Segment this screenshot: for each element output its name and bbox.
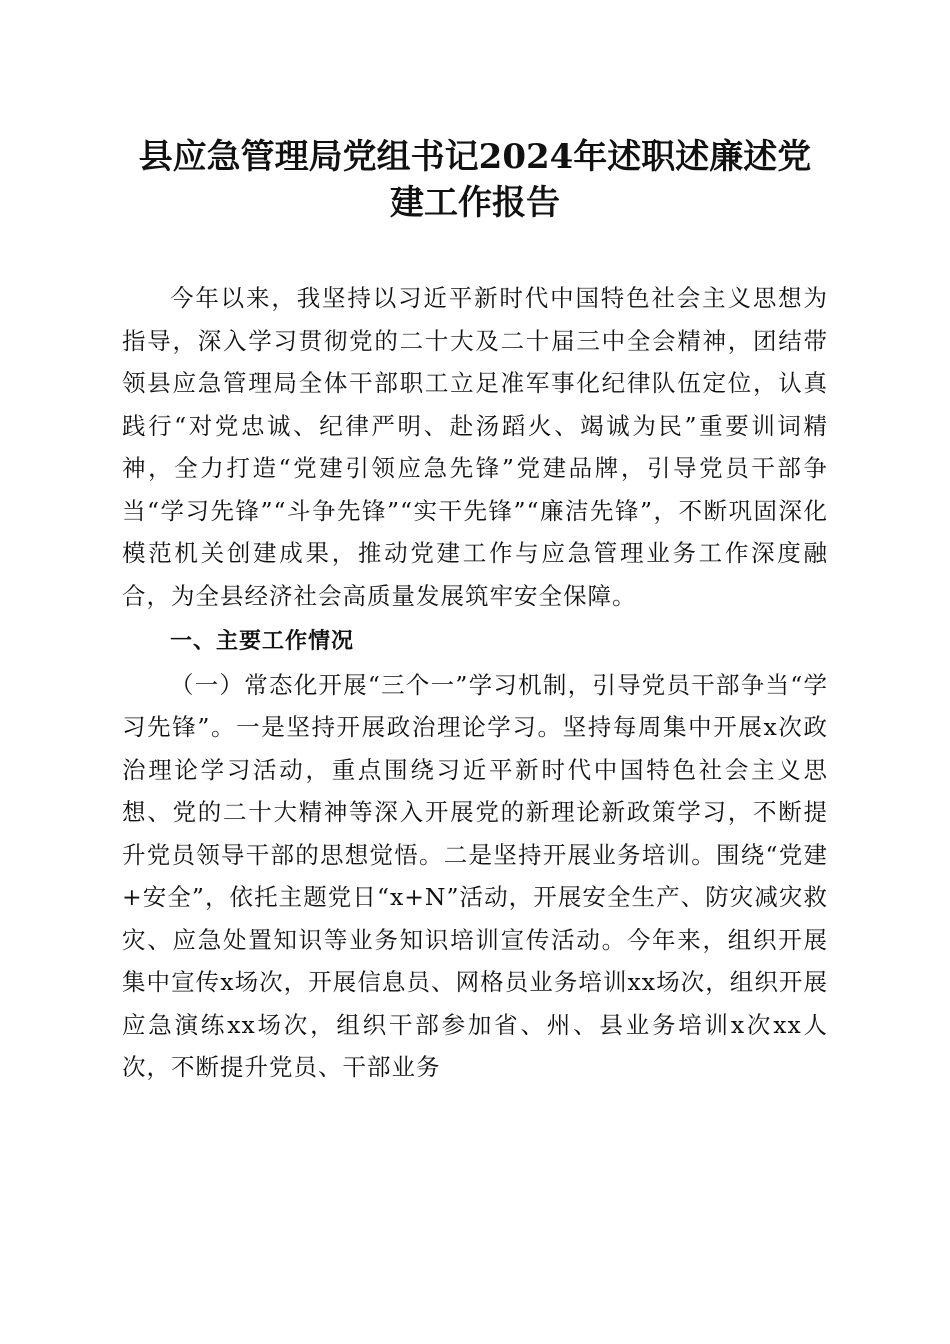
subsection-body: 一是坚持开展政治理论学习。坚持每周集中开展x次政治理论学习活动，重点围绕习近平新时代中国特色社会主义思想、党的二十大精神等深入开展党的新理论新政策学习，不断提升党员领导干部的思想觉悟。二是坚持开展业务培训。围绕“党建+安全”，依托主题党日“x+N”活动，开展安全生产、防灾减灾救灾、应急处置知识等业务知识培训宣传活动。今年来，组织开展集中宣传x场次，开展信息员、网格员业务培训xx场次，组织开展应急演练xx场次，组织干部参加省、州、县业务培训x次xx人次，不断提升党员、干部业务 (122, 713, 828, 1081)
title-line-1: 县应急管理局党组书记2024年述职述廉述党 (138, 137, 812, 177)
document-title (100, 134, 850, 226)
title-line-2: 建工作报告 (390, 183, 560, 223)
section-heading: 一、主要工作情况 (170, 629, 355, 654)
subsection-lead: （一）常态化开展“三个一”学习机制，引导党员干部争当“学习先锋”。 (122, 670, 828, 741)
intro-paragraph: 今年以来，我坚持以习近平新时代中国特色社会主义思想为指导，深入学习贯彻党的二十大及二十届三中全会精神，团结带领县应急管理局全体干部职工立足准军事化纪律队伍定位，认真践行“对党忠诚、纪律严明、赴汤蹈火、竭诚为民”重要训词精神，全力打造“党建引领应急先锋”党建品牌，引导党员干部争当“学习先锋”“斗争先锋”“实干先锋”“廉洁先锋”，不断巩固深化模范机关创建成果，推动党建工作与应急管理业务工作深度融合，为全县经济社会高质量发展筑牢安全保障。 (122, 284, 828, 610)
document-body (122, 277, 828, 1089)
subsection-paragraph (122, 664, 828, 1089)
